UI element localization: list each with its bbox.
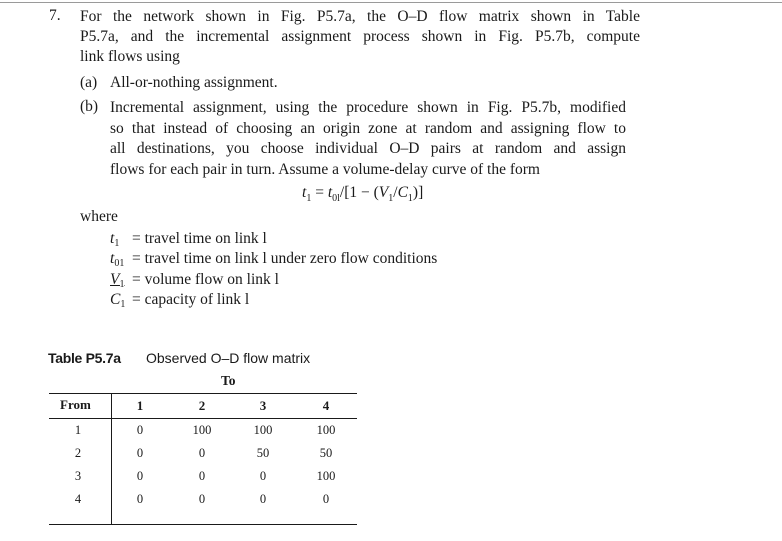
definition-text: = travel time on link l: [132, 230, 267, 247]
table-to-header: To: [221, 373, 236, 388]
table-column-divider: [111, 393, 112, 525]
formula-t-sub: 1: [306, 193, 312, 205]
symbol-letter: C: [110, 291, 121, 308]
table-cell: 0: [198, 469, 206, 483]
symbol-sub: 1: [119, 279, 125, 290]
formula-eq: =: [311, 184, 328, 201]
symbol-letter: t: [110, 250, 115, 267]
part-b-text: [110, 98, 626, 180]
top-rule: [0, 2, 782, 3]
table-cell: 0: [259, 492, 267, 506]
row-header: 2: [74, 446, 82, 460]
where-label: where: [80, 208, 118, 225]
table-cell: 100: [253, 423, 273, 437]
table-cell: 0: [198, 492, 206, 506]
formula-v-sub: 1: [388, 193, 394, 205]
table-cell: 0: [136, 423, 144, 437]
problem-intro: [80, 7, 640, 67]
formula-c: C: [397, 184, 408, 201]
definition-text: = travel time on link l under zero flow conditions: [132, 250, 438, 267]
table-cell: 100: [316, 469, 336, 483]
part-a-text: All-or-nothing assignment.: [110, 74, 278, 91]
table-header-rule: [49, 418, 357, 419]
table-caption: Observed O–D flow matrix: [146, 350, 311, 366]
table-cell: 0: [322, 492, 330, 506]
part-b-label: (b): [80, 98, 99, 115]
table-cell: 0: [136, 446, 144, 460]
intro-line: link flows using: [80, 48, 180, 65]
formula-c-sub: 1: [407, 193, 413, 205]
definition-symbol: [110, 291, 125, 310]
symbol-sub: 01: [114, 258, 125, 269]
definition-symbol: [110, 250, 124, 269]
table-cell: 100: [316, 423, 336, 437]
formula-t: t: [302, 184, 307, 201]
definition-text: = volume flow on link l: [132, 271, 279, 288]
table-cell: 100: [192, 423, 212, 437]
column-header: 3: [259, 398, 267, 413]
column-header: 4: [322, 398, 330, 413]
table-bottom-rule: [49, 524, 357, 525]
row-header: 3: [74, 469, 82, 483]
part-a-label: (a): [80, 74, 98, 91]
formula-t0: t: [327, 184, 333, 201]
symbol-sub: 1: [120, 299, 126, 310]
formula-end: )]: [412, 184, 424, 201]
part-b-line: Incremental assignment, using the procedure shown in Fig. P5.7b, modified: [110, 99, 626, 116]
table-top-rule: [49, 393, 357, 394]
table-cell: 0: [198, 446, 206, 460]
part-b-line: all destinations, you choose individual O–D pairs at random and assign: [110, 140, 626, 157]
definition-symbol: [110, 271, 124, 290]
table-cell: 50: [319, 446, 333, 460]
problem-number: 7.: [49, 7, 61, 24]
formula-v: V: [378, 184, 389, 201]
symbol-letter: V: [110, 271, 120, 288]
table-cell: 50: [256, 446, 270, 460]
table-label: Table P5.7a: [48, 350, 121, 366]
symbol-sub: 1: [114, 238, 120, 249]
table-from-header: From: [60, 397, 91, 412]
formula-slash: /: [393, 184, 398, 201]
part-b-line: so that instead of choosing an origin zone at random and assigning flow to: [110, 119, 626, 137]
intro-line: P5.7a, and the incremental assignment process shown in Fig. P5.7b, compute: [80, 28, 640, 45]
definition-text: = capacity of link l: [132, 291, 250, 308]
definition-symbol: [110, 230, 119, 249]
row-header: 1: [74, 423, 82, 437]
column-header: 2: [198, 398, 206, 413]
formula-t0-sub: 0l: [332, 193, 340, 205]
symbol-letter: t: [110, 230, 115, 247]
column-header: 1: [136, 398, 144, 413]
table-cell: 0: [136, 492, 144, 506]
formula-mid: /[1 − (: [339, 184, 379, 201]
intro-line: For the network shown in Fig. P5.7a, the O–D flow matrix shown in Table: [80, 8, 640, 25]
volume-delay-formula: [302, 184, 423, 204]
row-header: 4: [74, 492, 82, 506]
table-cell: 0: [136, 469, 144, 483]
table-cell: 0: [259, 469, 267, 483]
part-b-line: flows for each pair in turn. Assume a volume-delay curve of the form: [110, 160, 540, 178]
